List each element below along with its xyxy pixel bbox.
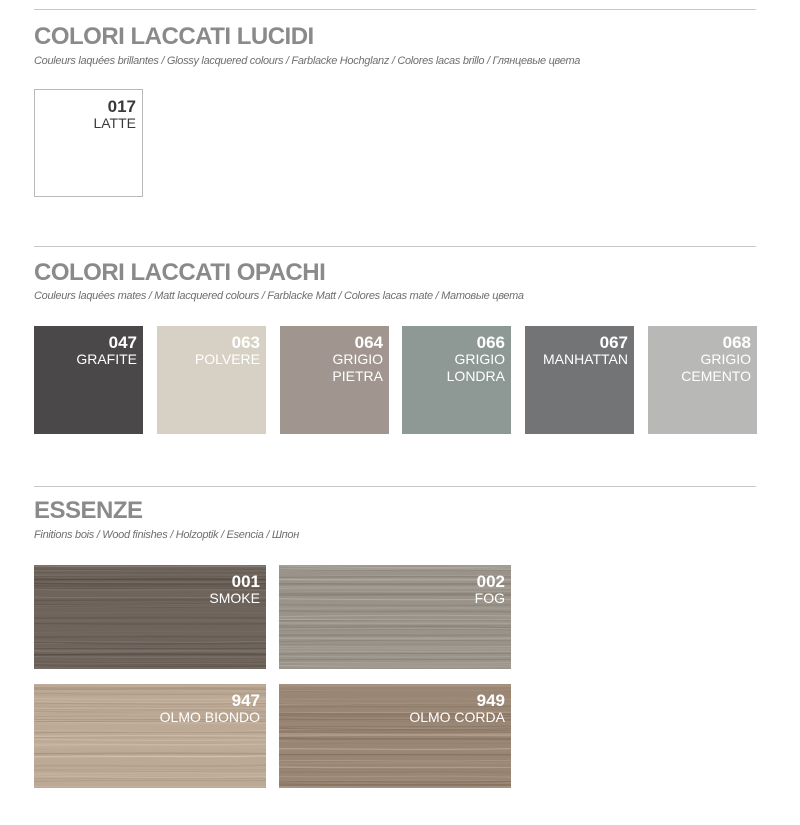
swatch-949-olmo-corda bbox=[279, 684, 511, 788]
swatch-068-grigio-cemento bbox=[648, 326, 757, 434]
swatch-code: 002 bbox=[476, 572, 505, 591]
swatch-name: GRIGIO PIETRA bbox=[332, 351, 383, 384]
swatch-name: FOG bbox=[474, 590, 505, 606]
swatch-label bbox=[209, 573, 260, 607]
swatch-code: 066 bbox=[476, 333, 505, 352]
swatch-code: 047 bbox=[108, 333, 137, 352]
swatch-label bbox=[402, 334, 505, 385]
section-title-essenze: ESSENZE bbox=[34, 497, 143, 524]
swatch-code: 949 bbox=[476, 691, 505, 710]
swatch-code: 001 bbox=[231, 572, 260, 591]
swatch-066-grigio-londra bbox=[402, 326, 511, 434]
swatch-name: GRIGIO LONDRA bbox=[446, 351, 505, 384]
swatch-002-fog bbox=[279, 565, 511, 669]
swatch-047-grafite bbox=[34, 326, 143, 434]
swatch-code: 947 bbox=[231, 691, 260, 710]
swatch-code: 067 bbox=[599, 333, 628, 352]
swatch-code: 063 bbox=[231, 333, 260, 352]
swatch-name: OLMO BIONDO bbox=[159, 709, 260, 725]
swatch-code: 017 bbox=[107, 97, 136, 116]
swatch-name: OLMO CORDA bbox=[409, 709, 505, 725]
swatch-label bbox=[195, 334, 260, 368]
swatch-code: 068 bbox=[722, 333, 751, 352]
swatch-063-polvere bbox=[157, 326, 266, 434]
swatch-067-manhattan bbox=[525, 326, 634, 434]
section-title-lucidi: COLORI LACCATI LUCIDI bbox=[34, 23, 314, 50]
section-divider bbox=[34, 486, 756, 487]
swatch-001-smoke bbox=[34, 565, 266, 669]
section-subtitle-lucidi: Couleurs laquées brillantes / Glossy lacquered colours / Farblacke Hochglanz / Colores lacas brillo / Глянцевые цвета bbox=[34, 55, 581, 67]
swatch-064-grigio-pietra bbox=[280, 326, 389, 434]
section-divider bbox=[34, 9, 756, 10]
swatch-017-latte bbox=[34, 89, 143, 197]
swatch-label bbox=[93, 98, 136, 132]
swatch-label bbox=[409, 692, 505, 726]
section-divider bbox=[34, 246, 756, 247]
swatch-label bbox=[76, 334, 137, 368]
swatch-label bbox=[648, 334, 751, 385]
swatch-label bbox=[475, 573, 505, 607]
swatch-label bbox=[160, 692, 260, 726]
swatch-name: GRIGIO CEMENTO bbox=[681, 351, 751, 384]
swatch-name: MANHATTAN bbox=[542, 351, 628, 367]
section-subtitle-essenze: Finitions bois / Wood finishes / Holzoptik / Esencia / Шпон bbox=[34, 529, 299, 541]
swatch-name: POLVERE bbox=[194, 351, 260, 367]
swatch-947-olmo-biondo bbox=[34, 684, 266, 788]
swatch-name: GRAFITE bbox=[76, 351, 137, 367]
swatch-name: SMOKE bbox=[209, 590, 260, 606]
swatch-name: LATTE bbox=[93, 115, 136, 131]
swatch-label bbox=[280, 334, 383, 385]
swatch-label bbox=[543, 334, 628, 368]
section-title-opachi: COLORI LACCATI OPACHI bbox=[34, 259, 326, 286]
section-subtitle-opachi: Couleurs laquées mates / Matt lacquered colours / Farblacke Matt / Colores lacas mate / Матовые цвета bbox=[34, 290, 524, 302]
swatch-code: 064 bbox=[354, 333, 383, 352]
